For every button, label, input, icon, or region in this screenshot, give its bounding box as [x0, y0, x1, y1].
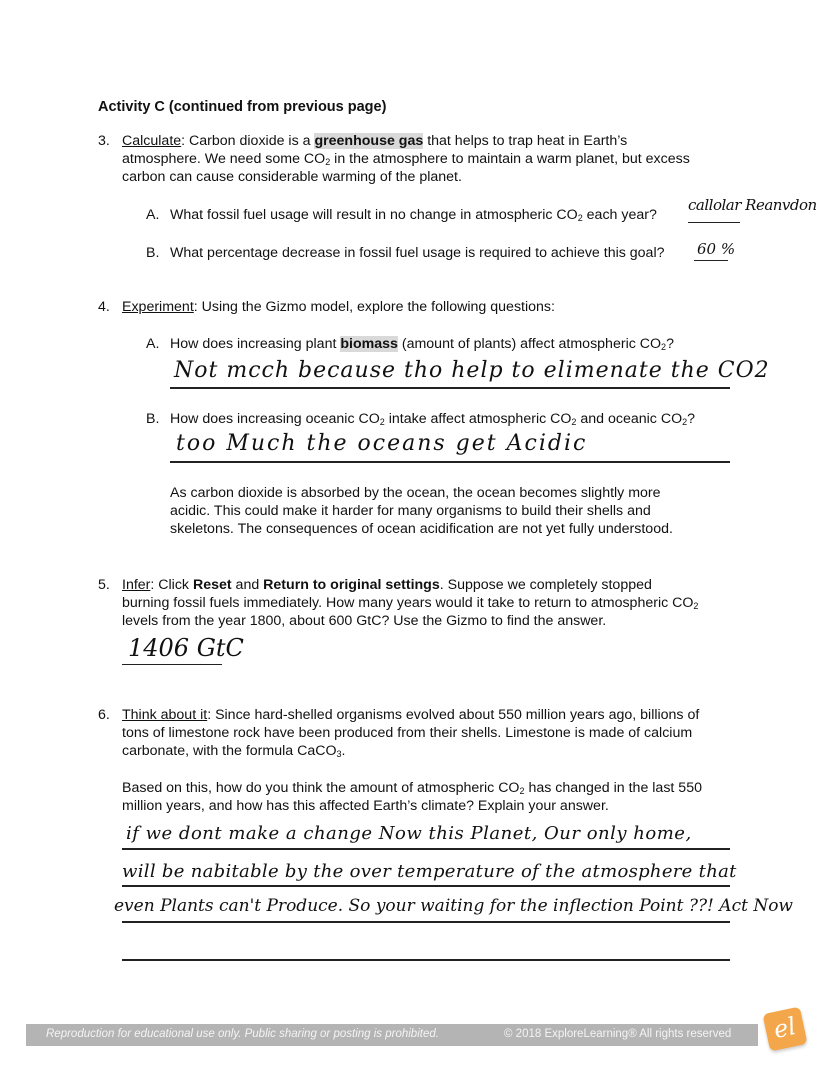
q5-line-2: burning fossil fuels immediately. How many years would it take to return to atmospheric $CO_2$: [122, 595, 699, 611]
q3b-question: What percentage decrease in fossil fuel usage is required to achieve this goal?: [170, 245, 665, 261]
q3-number: 3.: [98, 133, 110, 149]
q5-number: 5.: [98, 577, 110, 593]
q6-label: Think about it: [122, 707, 208, 723]
q3b-answer[interactable]: 60 %: [697, 240, 736, 258]
q4b-answer[interactable]: too Much the oceans get Acidic: [176, 431, 588, 456]
greenhouse-gas-highlight: greenhouse gas: [314, 133, 424, 149]
q3b-answer-line: [694, 260, 728, 261]
q3a-answer-line: [688, 222, 740, 223]
explorelearning-logo-icon: el: [762, 1006, 807, 1051]
q4b-answer-line: [170, 461, 730, 463]
q4a-question: How does increasing plant biomass (amount of plants) affect atmospheric $CO_2$?: [170, 336, 674, 352]
biomass-highlight: biomass: [340, 336, 398, 352]
q6-rule-4: [122, 959, 730, 961]
q5-answer[interactable]: 1406 GtC: [128, 634, 244, 662]
q6-rule-2: [122, 885, 730, 887]
q4-note-line-1: As carbon dioxide is absorbed by the ocean, the ocean becomes slightly more: [170, 485, 661, 501]
q4-number: 4.: [98, 299, 110, 315]
q6-answer-line-3[interactable]: even Plants can't Produce. So your waiting for the inflection Point ??! Act Now: [114, 896, 793, 916]
q4b-letter: B.: [146, 411, 160, 427]
q3-line-1: Calculate: Carbon dioxide is a greenhouse gas that helps to trap heat in Earth’s: [122, 133, 628, 149]
q4a-letter: A.: [146, 336, 160, 352]
q6-rule-3: [122, 921, 730, 923]
q3-line-2: atmosphere. We need some $CO_2$ in the atmosphere to maintain a warm planet, but excess: [122, 151, 690, 167]
activity-heading: Activity C (continued from previous page): [98, 99, 387, 115]
q6-line-2: tons of limestone rock have been produced from their shells. Limestone is made of calcium: [122, 725, 693, 741]
q3a-answer[interactable]: callolar Reanvdon: [688, 196, 817, 214]
q6-answer-line-2[interactable]: will be nabitable by the over temperature of the atmosphere that: [122, 861, 737, 882]
q6-rule-1: [122, 848, 730, 850]
q6-line-5: million years, and how has this affected Earth’s climate? Explain your answer.: [122, 798, 609, 814]
q6-line-1: Think about it: Since hard-shelled organisms evolved about 550 million years ago, billions of: [122, 707, 700, 723]
q6-line-3: carbonate, with the formula CaCO$_3$.: [122, 743, 346, 759]
footer-copyright: © 2018 ExploreLearning® All rights reserved: [504, 1028, 732, 1040]
return-settings-label: Return to original settings: [263, 577, 440, 593]
footer-bar: [26, 1024, 758, 1046]
q5-line-1: Infer: Click Reset and Return to original settings. Suppose we completely stopped: [122, 577, 652, 593]
q5-answer-line: [122, 664, 222, 665]
q5-line-3: levels from the year 1800, about 600 GtC? Use the Gizmo to find the answer.: [122, 613, 607, 629]
q6-line-4: Based on this, how do you think the amount of atmospheric $CO_2$ has changed in the last 550: [122, 780, 702, 796]
q6-number: 6.: [98, 707, 110, 723]
reset-label: Reset: [192, 577, 232, 593]
q3-label: Calculate: [122, 133, 182, 149]
q3b-letter: B.: [146, 245, 160, 261]
footer-reproduction-notice: Reproduction for educational use only. Public sharing or posting is prohibited.: [46, 1028, 439, 1040]
q5-label: Infer: [122, 577, 151, 593]
q4-note-line-3: skeletons. The consequences of ocean acidification are not yet fully understood.: [170, 521, 673, 537]
q4a-answer[interactable]: Not mcch because tho help to elimenate the CO2: [174, 358, 770, 383]
q3a-letter: A.: [146, 207, 160, 223]
q3a-question: What fossil fuel usage will result in no change in atmospheric $CO_2$ each year?: [170, 207, 657, 223]
q4-label: Experiment: [122, 299, 194, 315]
q4-note-line-2: acidic. This could make it harder for many organisms to build their shells and: [170, 503, 651, 519]
q4b-question: How does increasing oceanic $CO_2$ intake affect atmospheric $CO_2$ and oceanic $CO_2$?: [170, 411, 696, 427]
q4a-answer-line: [170, 387, 730, 389]
q6-answer-line-1[interactable]: if we dont make a change Now this Planet, Our only home,: [126, 823, 692, 844]
q3-line-3: carbon can cause considerable warming of the planet.: [122, 169, 462, 185]
q4-line-1: Experiment: Using the Gizmo model, explore the following questions:: [122, 299, 555, 315]
